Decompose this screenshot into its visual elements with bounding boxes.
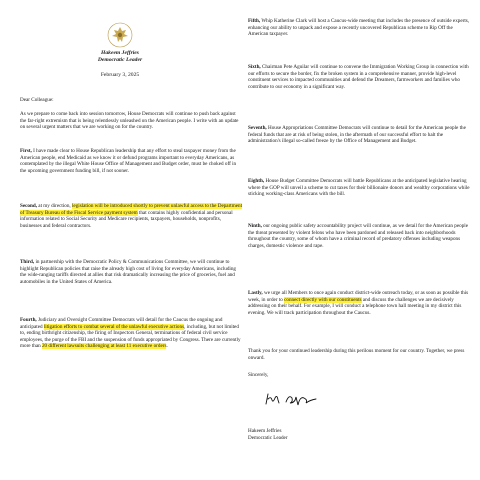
letterhead-title: Democratic Leader — [97, 57, 143, 63]
paragraph-second — [20, 203, 242, 229]
paragraph-first — [20, 148, 242, 174]
paragraph-ninth — [248, 223, 470, 249]
second-lead: Second, — [20, 203, 37, 209]
signoff-title: Democratic Leader — [248, 434, 288, 441]
lastly-pre: we urge all Members to once again conduct district-wide outreach today, or as soon as possible this week, in order to — [248, 290, 469, 303]
salutation: Dear Colleague: — [20, 97, 54, 103]
house-seal-icon — [107, 22, 133, 48]
sixth-lead: Sixth, — [248, 64, 261, 70]
paragraph-third — [20, 259, 242, 285]
letterhead — [20, 50, 220, 64]
sixth-text: Chairman Pete Aguilar will continue to convene the Immigration Working Group in connection with our efforts to secure the border, fix the broken system in a comprehensive manner, provide high-level constituent services to impacted communities and defend the Dreamers, farmworkers and families who contribute to our economy in a significant way. — [248, 64, 469, 90]
signoff-name: Hakeem Jeffries — [248, 428, 282, 434]
fifth-lead: Fifth, — [248, 18, 261, 24]
fourth-highlight-2: 20 different lawsuits challenging at least 11 executive orders — [41, 343, 167, 350]
fifth-text: Whip Katherine Clark will host a Caucus-wide meeting that includes the presence of outside experts, enhancing our ability to unpack and expose a recently uncovered Republican scheme to Rip Off the American taxpayer. — [248, 18, 470, 38]
fourth-mid: , including, but not limited to, ending birthright citizenship, the firing of Inspectors General, terminations of federal civil service employees, the purge of the FBI and the suspension of funds appropriated by Congress. There are currently more than — [20, 323, 241, 350]
paragraph-fourth — [20, 317, 242, 350]
paragraph-eighth — [248, 178, 470, 198]
lastly-highlight: connect directly with our constituents — [284, 296, 362, 303]
signature-icon — [262, 388, 342, 410]
eighth-text: House Budget Committee Democrats will battle Republicans at the anticipated legislative hearing where the GOP will unveil a scheme to cut taxes for their billionaire donors and wealthy corporations while sticking working-class Americans with the bill. — [248, 178, 470, 198]
letterhead-name: Hakeem Jeffries — [101, 50, 139, 56]
first-lead: First, — [20, 148, 32, 154]
fourth-pre: Judiciary and Oversight Committee Democrats will detail for the Caucus the ongoing and anticipated — [20, 317, 223, 330]
second-pre: at my direction, — [37, 203, 72, 209]
fourth-highlight-1: litigation efforts to combat several of the unlawful executive actions — [43, 323, 185, 330]
ninth-lead: Ninth, — [248, 223, 262, 229]
intro-paragraph: As we prepare to come back into session tomorrow, House Democrats will continue to push back against the far-right extremism that is being relentlessly unleashed on the American people. I write with an update on several urgent matters that we are working on for the country. — [20, 111, 239, 131]
ninth-text: our ongoing public safety accountability project will continue, as we detail for the American people the threat presented by violent felons who have been pardoned and released back into neighborhoods throughout the country, some of whom have a criminal record of predatory offenses including weapons charges, domestic violence and rape. — [248, 223, 468, 249]
seventh-lead: Seventh, — [248, 125, 267, 131]
paragraph-seventh — [248, 125, 470, 145]
second-highlight: legislation will be introduced shortly to prevent unlawful access to the Department of Treasury Bureau of the Fiscal Service payment system — [20, 203, 243, 216]
signoff — [248, 428, 470, 441]
closing: Sincerely, — [248, 372, 269, 378]
lastly-post: and discuss the challenges we are decisively addressing on their behalf. For example, I will conduct a telephone town hall meeting in my district this evening. We will track participation throughout the Caucus. — [248, 296, 462, 316]
third-text: in partnership with the Democratic Policy & Communications Committee, we will continue to highlight Republican policies that raise the already high cost of living for everyday Americans, including the wide-ranging tariffs directed at allies that risk dramatically increasing the price of groceries, fuel and automobiles in the United States of America. — [20, 259, 236, 285]
paragraph-fifth — [248, 18, 470, 38]
paragraph-lastly — [248, 290, 470, 316]
lastly-lead: Lastly, — [248, 290, 263, 296]
letter-date: February 3, 2025 — [100, 72, 140, 78]
thanks-paragraph: Thank you for your continued leadership during this perilous moment for our country. Together, we press onward. — [248, 348, 465, 361]
fourth-lead: Fourth, — [20, 317, 37, 323]
seventh-text: House Appropriations Committee Democrats will continue to detail for the American people the federal funds that are at risk of being stolen, in the aftermath of our successful effort to halt the administration's illegal so-called freeze by the Office of Management and Budget. — [248, 125, 466, 145]
third-lead: Third, — [20, 259, 35, 265]
paragraph-sixth — [248, 64, 470, 90]
second-post: that contains highly confidential and personal information related to Social Security and Medicare recipients, taxpayers, households, nonprofits, businesses and federal contractors. — [20, 209, 233, 229]
first-text: I have made clear to House Republican leadership that any effort to steal taxpayer money from the American people, end Medicaid as we know it or defund programs important to everyday Americans, as contemplated by the illegal White House Office of Management and Budget order, must be choked off in the upcoming government funding bill, if not sooner. — [20, 148, 237, 174]
fourth-post: . — [166, 343, 168, 350]
eighth-lead: Eighth, — [248, 178, 265, 184]
